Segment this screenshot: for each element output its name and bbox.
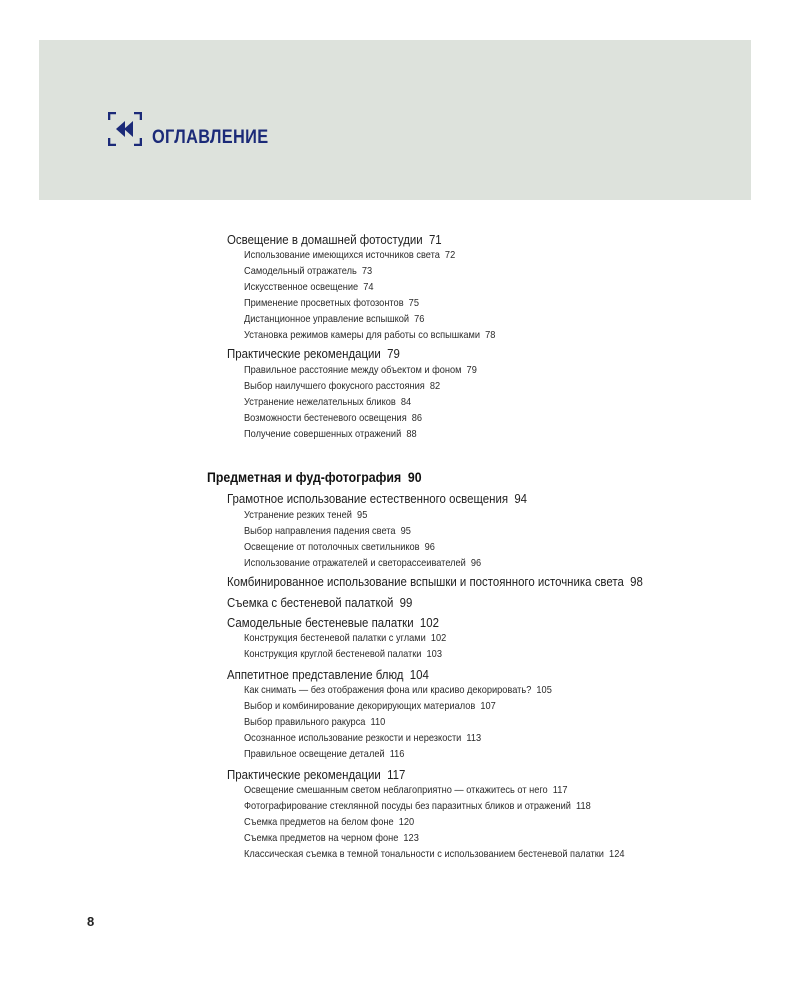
- toc-entry: [244, 684, 552, 696]
- toc-entry: [244, 541, 435, 553]
- toc-entry-title: Освещение в домашней фотостудии: [227, 232, 423, 247]
- toc-entry: [227, 767, 405, 782]
- toc-entry: [244, 557, 481, 569]
- toc-entry: [244, 509, 367, 521]
- toc-entry-page: 75: [408, 297, 419, 309]
- toc-entry: [244, 632, 446, 644]
- toc-entry-page: 103: [426, 648, 442, 660]
- toc-entry-page: 105: [536, 684, 552, 696]
- toc-entry-title: Грамотное использование естественного освещения: [227, 491, 509, 506]
- toc-entry: [244, 800, 591, 812]
- toc-entry-page: 74: [363, 281, 374, 293]
- toc-entry: [244, 313, 424, 325]
- toc-entry-title: Съемка предметов на черном фоне: [244, 832, 399, 844]
- toc-entry-page: 95: [357, 509, 368, 521]
- toc-entry-page: 104: [409, 667, 429, 682]
- toc-entry-title: Аппетитное представление блюд: [227, 667, 404, 682]
- toc-entry-page: 72: [444, 249, 456, 261]
- toc-entry-title: Конструкция круглой бестеневой палатки: [244, 648, 422, 660]
- toc-entry-title: Практические рекомендации: [227, 767, 381, 782]
- toc-entry: [244, 412, 422, 424]
- toc-entry-page: 99: [399, 595, 413, 610]
- toc-entry: [207, 469, 422, 485]
- toc-entry-page: 90: [407, 469, 422, 485]
- toc-entry-title: Съемка предметов на белом фоне: [244, 816, 394, 828]
- toc-entry: [244, 249, 455, 261]
- toc-entry: [244, 700, 496, 712]
- toc-entry: [244, 364, 477, 376]
- toc-entry: [227, 232, 442, 247]
- toc-heading: ОГЛАВЛЕНИЕ: [152, 127, 269, 148]
- toc-entry-title: Установка режимов камеры для работы со вспышками: [244, 329, 481, 341]
- toc-entry: [244, 832, 419, 844]
- toc-entry: [244, 265, 372, 277]
- toc-entry: [227, 667, 429, 682]
- toc-entry-title: Конструкция бестеневой палатки с углами: [244, 632, 426, 644]
- toc-entry-title: Выбор и комбинирование декорирующих материалов: [244, 700, 476, 712]
- toc-entry-page: 124: [609, 848, 625, 860]
- toc-entry-title: Применение просветных фотозонтов: [244, 297, 404, 309]
- toc-entry-title: Предметная и фуд-фотография: [207, 469, 402, 485]
- toc-entry-page: 94: [514, 491, 528, 506]
- toc-entry-title: Как снимать — без отображения фона или красиво декорировать?: [244, 684, 532, 696]
- toc-entry-page: 79: [466, 364, 477, 376]
- toc-entry-page: 84: [400, 396, 412, 408]
- toc-entry-page: 88: [406, 428, 417, 440]
- toc-entry-title: Выбор направления падения света: [244, 525, 396, 537]
- toc-entry-page: 116: [389, 748, 405, 760]
- toc-entry-page: 78: [485, 329, 496, 341]
- toc-entry-page: 110: [370, 716, 386, 728]
- toc-entry-title: Выбор наилучшего фокусного расстояния: [244, 380, 425, 392]
- toc-entry: [244, 784, 568, 796]
- toc-entry: [244, 329, 495, 341]
- toc-entry: [227, 491, 527, 506]
- toc-entry-title: Освещение от потолочных светильников: [244, 541, 420, 553]
- toc-entry-page: 95: [400, 525, 411, 537]
- toc-entry-title: Использование имеющихся источников света: [244, 249, 440, 261]
- toc-entry-title: Классическая съемка в темной тональности с использованием бестеневой палатки: [244, 848, 604, 860]
- toc-entry: [227, 346, 400, 361]
- toc-entry-title: Устранение нежелательных бликов: [244, 396, 396, 408]
- toc-entry-title: Выбор правильного ракурса: [244, 716, 366, 728]
- toc-entry: [244, 648, 442, 660]
- toc-entry-page: 71: [428, 232, 442, 247]
- toc-entry-title: Осознанное использование резкости и нерезкости: [244, 732, 462, 744]
- toc-entry: [244, 848, 624, 860]
- toc-entry-page: 113: [466, 732, 482, 744]
- toc-entry-page: 117: [552, 784, 568, 796]
- toc-entry-page: 76: [414, 313, 425, 325]
- toc-entry-title: Правильное освещение деталей: [244, 748, 385, 760]
- toc-entry-title: Освещение смешанным светом неблагоприятно — откажитесь от него: [244, 784, 548, 796]
- toc-entry-title: Возможности бестеневого освещения: [244, 412, 407, 424]
- toc-entry: [244, 732, 481, 744]
- toc-entry-page: 73: [361, 265, 373, 277]
- toc-entry-title: Съемка с бестеневой палаткой: [227, 595, 394, 610]
- toc-entry-page: 117: [387, 767, 406, 782]
- toc-entry-page: 82: [429, 380, 441, 392]
- toc-entry-page: 107: [480, 700, 496, 712]
- toc-entry-page: 102: [430, 632, 447, 644]
- toc-entry: [244, 396, 411, 408]
- toc-entry-page: 118: [576, 800, 591, 812]
- toc-entry: [244, 428, 417, 440]
- toc-entry: [227, 574, 643, 589]
- toc-entry-title: Правильное расстояние между объектом и фоном: [244, 364, 462, 376]
- toc-entry-page: 98: [630, 574, 643, 589]
- toc-entry-page: 79: [387, 346, 400, 361]
- toc-entry-title: Дистанционное управление вспышкой: [244, 313, 410, 325]
- toc-entry-page: 96: [470, 557, 482, 569]
- toc-entry-page: 86: [411, 412, 423, 424]
- toc-entry-title: Самодельные бестеневые палатки: [227, 615, 414, 630]
- toc-entry-title: Практические рекомендации: [227, 346, 381, 361]
- toc-entry-page: 120: [398, 816, 415, 828]
- page-number: 8: [87, 914, 95, 929]
- toc-entry-title: Самодельный отражатель: [244, 265, 357, 277]
- toc-entry: [244, 380, 440, 392]
- toc-entry-title: Использование отражателей и светорассеивателей: [244, 557, 466, 569]
- toc-entry: [227, 595, 412, 610]
- toc-entry-title: Искусственное освещение: [244, 281, 359, 293]
- toc-entry-title: Получение совершенных отражений: [244, 428, 402, 440]
- toc-entry-title: Устранение резких теней: [244, 509, 352, 521]
- toc-entry: [244, 525, 411, 537]
- toc-entry: [244, 281, 373, 293]
- toc-entry-page: 123: [403, 832, 419, 844]
- toc-entry-title: Фотографирование стеклянной посуды без паразитных бликов и отражений: [244, 800, 571, 812]
- toc-entry: [244, 748, 404, 760]
- toc-entry-page: 96: [424, 541, 435, 553]
- toc-entry: [227, 615, 439, 630]
- toc-entry: [244, 816, 414, 828]
- toc-entry-title: Комбинированное использование вспышки и постоянного источника света: [227, 574, 624, 589]
- toc-entry: [244, 297, 419, 309]
- toc-entry: [244, 716, 385, 728]
- toc-entry-page: 102: [419, 615, 439, 630]
